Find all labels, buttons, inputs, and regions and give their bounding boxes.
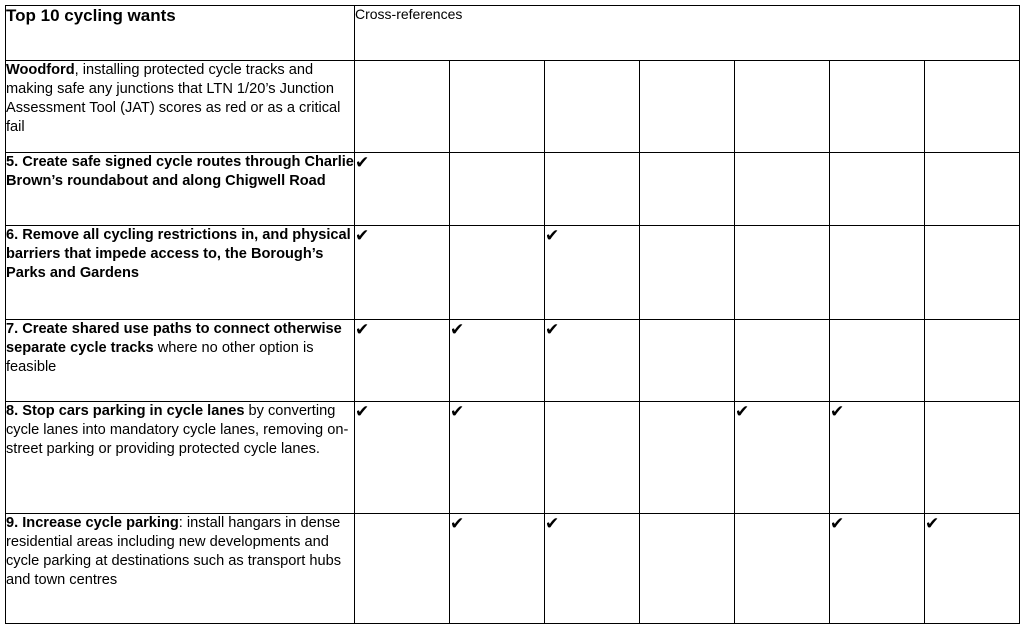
row-label-text: where no other option is feasible [6,340,314,375]
cross-reference-cell-1 [355,226,450,320]
cross-reference-cell-1 [355,61,450,153]
table-title: Top 10 cycling wants [6,6,355,61]
cross-reference-cell-6 [830,153,925,226]
row-label-bold: 6. Remove all cycling restrictions in, and physical barriers that impede access to, the Borough’s Parks and Gardens [6,227,351,281]
table-row [6,61,1020,153]
cross-reference-cell-1 [355,402,450,514]
row-label [6,320,355,402]
cross-reference-cell-3 [545,61,640,153]
cross-reference-cell-2 [450,320,545,402]
cross-reference-cell-6 [830,61,925,153]
cross-reference-cell-3 [545,514,640,624]
table-row [6,153,1020,226]
row-label-bold: 8. Stop cars parking in cycle lanes [6,403,245,419]
cycling-wants-table [5,5,1020,624]
check-mark-icon: ✔ [355,320,370,340]
cross-reference-cell-5 [735,153,830,226]
cross-reference-cell-4 [640,61,735,153]
row-label-bold: 5. Create safe signed cycle routes through Charlie Brown’s roundabout and along Chigwell Road [6,154,354,189]
cross-reference-cell-4 [640,402,735,514]
table-row [6,402,1020,514]
row-label-text: , installing protected cycle tracks and making safe any junctions that LTN 1/20’s Junction Assessment Tool (JAT) scores as red or as a critical fail [6,62,341,135]
check-mark-icon: ✔ [450,402,465,422]
row-label [6,514,355,624]
table-row [6,514,1020,624]
cross-reference-cell-3 [545,402,640,514]
cross-reference-cell-1 [355,514,450,624]
table-row [6,320,1020,402]
cross-reference-cell-7 [925,402,1020,514]
check-mark-icon: ✔ [545,514,560,534]
cross-reference-cell-7 [925,61,1020,153]
cross-reference-cell-7 [925,226,1020,320]
row-label [6,153,355,226]
check-mark-icon: ✔ [545,226,560,246]
row-label-bold: 7. Create shared use paths to connect otherwise separate cycle tracks [6,321,342,356]
check-mark-icon: ✔ [355,226,370,246]
cross-reference-cell-2 [450,153,545,226]
cross-reference-cell-2 [450,226,545,320]
check-mark-icon: ✔ [545,320,560,340]
cross-references-header: Cross-references [355,6,1020,61]
check-mark-icon: ✔ [355,402,370,422]
cross-reference-cell-2 [450,402,545,514]
cross-reference-cell-4 [640,514,735,624]
row-label [6,226,355,320]
cross-reference-cell-6 [830,320,925,402]
cross-reference-cell-5 [735,402,830,514]
check-mark-icon: ✔ [925,514,940,534]
cross-reference-cell-2 [450,514,545,624]
cross-reference-cell-4 [640,320,735,402]
cross-reference-cell-5 [735,61,830,153]
cross-reference-cell-6 [830,226,925,320]
cross-reference-cell-7 [925,320,1020,402]
cross-reference-cell-3 [545,320,640,402]
check-mark-icon: ✔ [735,402,750,422]
check-mark-icon: ✔ [450,514,465,534]
cross-reference-cell-5 [735,226,830,320]
cross-reference-cell-1 [355,320,450,402]
check-mark-icon: ✔ [355,153,370,173]
row-label-text: : install hangars in dense residential areas including new developments and cycle parking at destinations such as transport hubs and town centres [6,515,342,588]
row-label [6,61,355,153]
check-mark-icon: ✔ [830,402,845,422]
cross-reference-cell-3 [545,153,640,226]
cross-reference-cell-7 [925,153,1020,226]
cross-reference-cell-4 [640,226,735,320]
cross-reference-cell-4 [640,153,735,226]
cross-reference-cell-6 [830,402,925,514]
header-row [6,6,1020,61]
check-mark-icon: ✔ [830,514,845,534]
cross-reference-cell-5 [735,514,830,624]
cross-reference-cell-2 [450,61,545,153]
check-mark-icon: ✔ [450,320,465,340]
cross-reference-cell-1 [355,153,450,226]
cross-reference-cell-6 [830,514,925,624]
row-label-bold: 9. Increase cycle parking [6,515,179,531]
cross-reference-cell-7 [925,514,1020,624]
row-label-bold: Woodford [6,62,75,78]
row-label-text: by converting cycle lanes into mandatory cycle lanes, removing on-street parking or providing protected cycle lanes. [6,403,349,457]
cross-reference-cell-5 [735,320,830,402]
row-label [6,402,355,514]
cross-reference-cell-3 [545,226,640,320]
table-row [6,226,1020,320]
